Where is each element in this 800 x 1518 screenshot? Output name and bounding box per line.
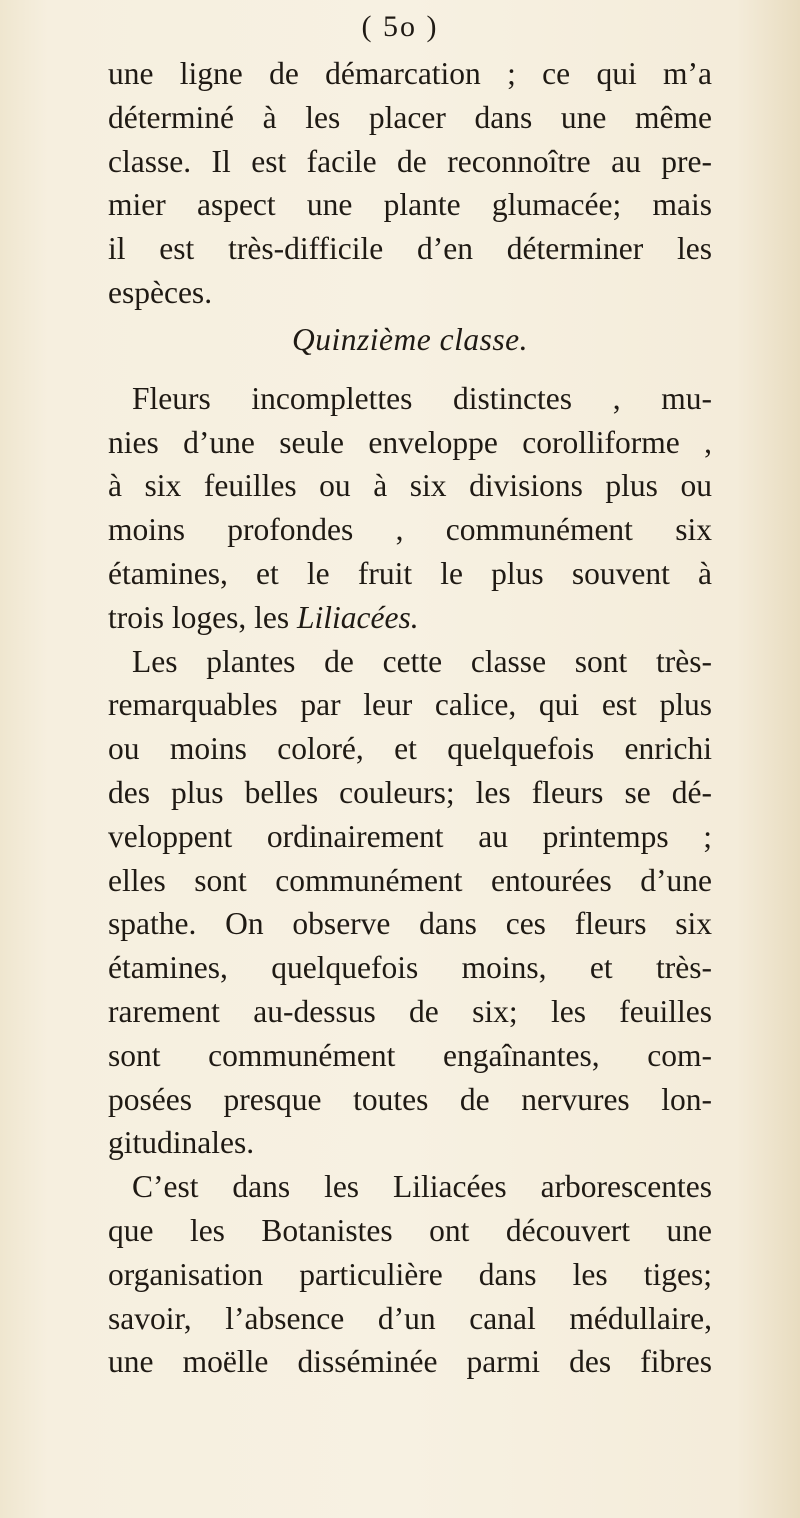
text-fragment: trois loges, les [108,599,297,635]
text-line: déterminé à les placer dans une même [108,99,712,135]
text-line: savoir, l’absence d’un canal médullaire, [108,1300,712,1336]
text-line: classe. Il est facile de reconnoître au pre- [108,143,712,179]
text-line: Les plantes de cette classe sont très- [132,643,712,679]
text-line: Fleurs incomplettes distinctes , mu- [132,380,712,416]
text-line: que les Botanistes ont découvert une [108,1212,712,1248]
text-line: elles sont communément entourées d’une [108,862,712,898]
text-line: posées presque toutes de nervures lon- [108,1081,712,1117]
text-line: moins profondes , communément six [108,512,712,548]
text-line: sont communément engaînantes, com- [108,1037,712,1073]
text-line: à six feuilles ou à six divisions plus ou [108,468,712,504]
text-line: espèces. [108,274,213,310]
text-line: organisation particulière dans les tiges; [108,1256,712,1292]
text-line: veloppent ordinairement au printemps ; [108,818,712,854]
text-line: C’est dans les Liliacées arborescentes [132,1169,712,1205]
text-line: spathe. On observe dans ces fleurs six [108,906,712,942]
text-line: rarement au-dessus de six; les feuilles [108,993,712,1029]
page-number: ( 5o ) [361,10,439,43]
text-line [108,596,712,640]
text-line: gitudinales. [108,1125,255,1161]
text-line: une moëlle disséminée parmi des fibres [108,1344,712,1380]
text-line: une ligne de démarcation ; ce qui m’a [108,56,712,91]
text-line: nies d’une seule enveloppe corolliforme , [108,424,712,460]
text-line: étamines, quelquefois moins, et très- [108,950,712,986]
text-line: des plus belles couleurs; les fleurs se dé- [108,774,712,810]
section-heading: Quinzième classe. [292,321,528,357]
text-line: mier aspect une plante glumacée; mais [108,187,712,223]
text-line: remarquables par leur calice, qui est plus [108,687,712,723]
body-text [108,52,712,1384]
text-line: ou moins coloré, et quelquefois enrichi [108,731,712,767]
text-line: il est très-difficile d’en déterminer les [108,231,712,267]
text-line: étamines, et le fruit le plus souvent à [108,555,712,591]
italic-term: Liliacées. [297,599,419,635]
